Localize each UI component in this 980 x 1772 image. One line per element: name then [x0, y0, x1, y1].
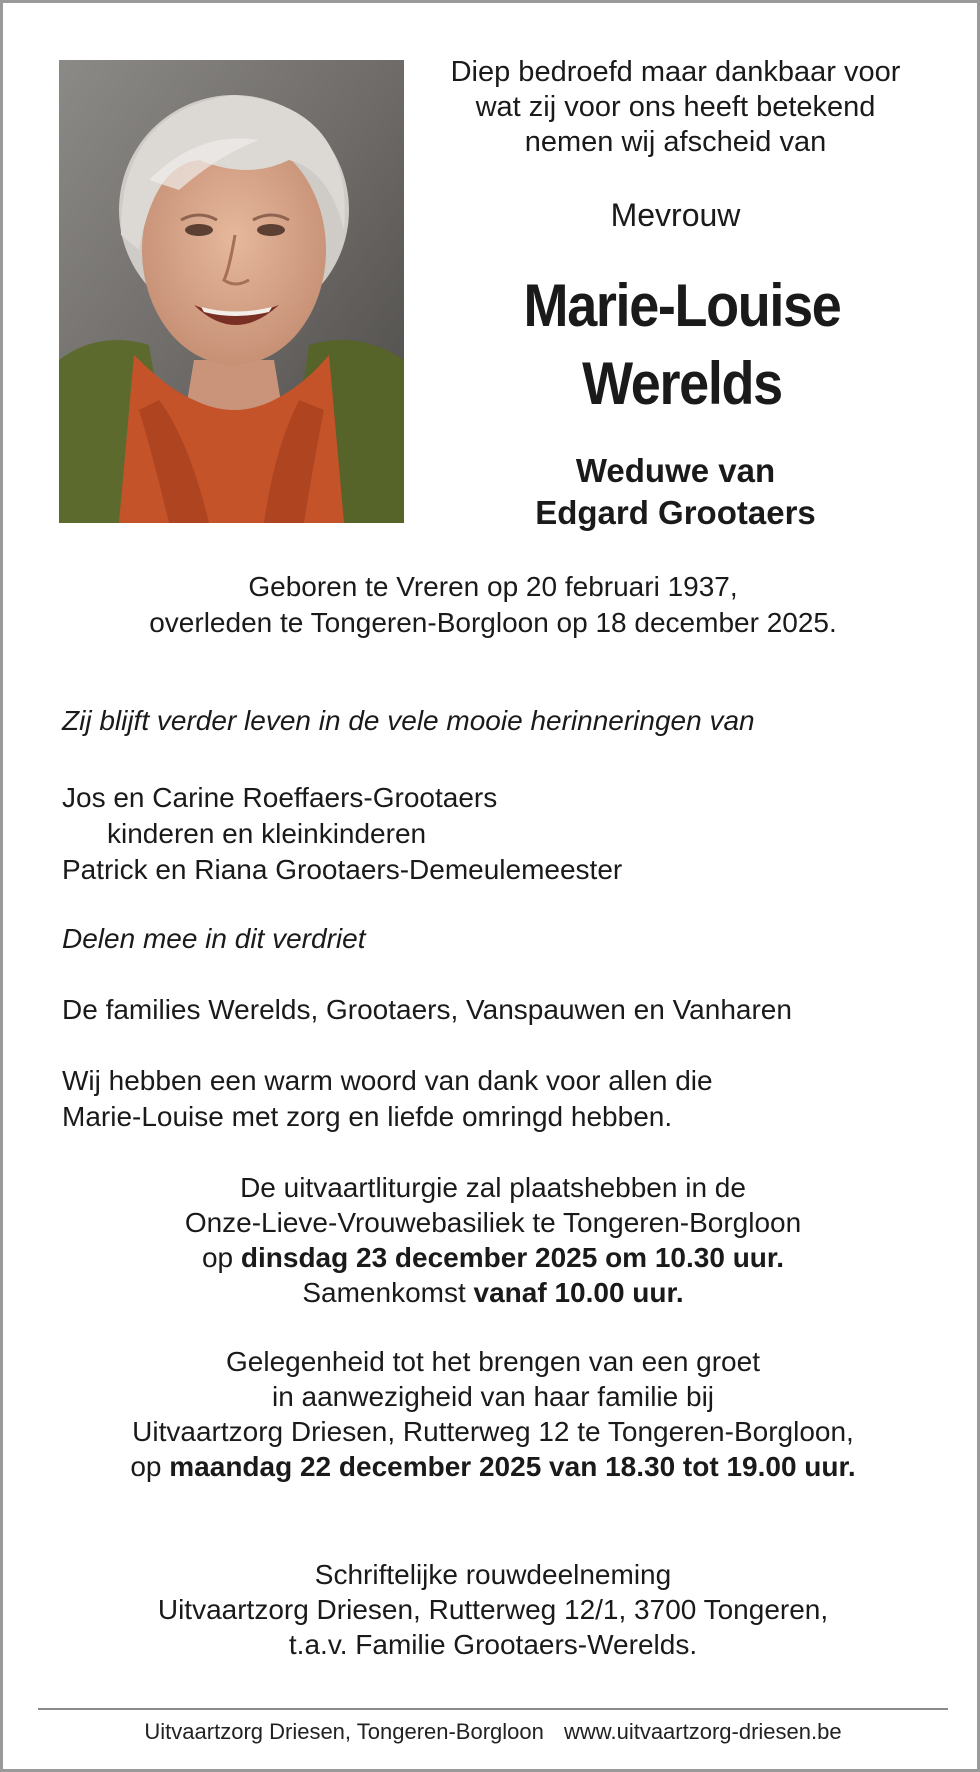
visitation-date: maandag 22 december 2025 van 18.30 tot 19.00 uur.: [169, 1451, 856, 1482]
liturgy-line: Onze-Lieve-Vrouwebasiliek te Tongeren-Borgloon: [184, 1207, 802, 1238]
thanks-text: [62, 1063, 962, 1135]
visitation-line: Uitvaartzorg Driesen, Rutterweg 12 te Tongeren-Borgloon,: [132, 1416, 854, 1447]
sharing-heading: Delen mee in dit verdriet: [62, 923, 366, 954]
condolence-line: Schriftelijke rouwdeelneming: [314, 1559, 672, 1590]
family-member: Jos en Carine Roeffaers-Grootaers: [62, 782, 498, 813]
visitation-line: Gelegenheid tot het brengen van een groet: [226, 1346, 760, 1377]
deceased-name: [448, 267, 916, 423]
honorific: Mevrouw: [610, 197, 741, 233]
liturgy-info: [3, 1170, 980, 1310]
last-name: Werelds: [582, 350, 782, 417]
condolence-line: Uitvaartzorg Driesen, Rutterweg 12/1, 3700 Tongeren,: [157, 1594, 829, 1625]
intro-text: [423, 55, 928, 160]
thanks-line: Wij hebben een warm woord van dank voor allen die: [62, 1065, 713, 1096]
condolence-info: [3, 1557, 980, 1662]
thanks-line: Marie-Louise met zorg en liefde omringd hebben.: [62, 1101, 673, 1132]
portrait-photo: [59, 60, 404, 523]
first-name: Marie-Louise: [523, 272, 841, 339]
footer-website[interactable]: www.uitvaartzorg-driesen.be: [564, 1719, 842, 1744]
footer-divider: [38, 1708, 948, 1710]
family-list: [62, 780, 962, 888]
death-line: overleden te Tongeren-Borgloon op 18 december 2025.: [149, 607, 837, 638]
condolence-line: t.a.v. Familie Grootaers-Werelds.: [288, 1629, 698, 1660]
visitation-date-line: [3, 1449, 980, 1484]
families-line: De families Werelds, Grootaers, Vanspauwen en Vanharen: [62, 994, 792, 1025]
visitation-date-prefix: op: [130, 1451, 170, 1482]
intro-line: Diep bedroefd maar dankbaar voor: [450, 56, 901, 88]
visitation-info: [3, 1344, 980, 1484]
birth-line: Geboren te Vreren op 20 februari 1937,: [248, 571, 738, 602]
visitation-line: in aanwezigheid van haar familie bij: [271, 1381, 715, 1412]
liturgy-date-line: [3, 1240, 980, 1275]
memories-heading: Zij blijft verder leven in de vele mooie herinneringen van: [62, 705, 755, 736]
family-member: kinderen en kleinkinderen: [107, 818, 427, 849]
footer: [3, 1719, 980, 1745]
gathering-prefix: Samenkomst: [302, 1277, 474, 1308]
liturgy-date-prefix: op: [201, 1242, 241, 1273]
liturgy-date: dinsdag 23 december 2025 om 10.30 uur.: [240, 1242, 785, 1273]
footer-company: Uitvaartzorg Driesen, Tongeren-Borgloon: [144, 1719, 544, 1744]
gathering-line: [3, 1275, 980, 1310]
widow-of: [423, 450, 928, 534]
intro-line: wat zij voor ons heeft betekend: [475, 91, 876, 123]
birth-death-info: [3, 569, 980, 641]
intro-line: nemen wij afscheid van: [524, 126, 827, 158]
family-member: Patrick en Riana Grootaers-Demeulemeester: [62, 854, 623, 885]
widow-label: Weduwe van: [575, 452, 776, 489]
gathering-time: vanaf 10.00 uur.: [473, 1277, 684, 1308]
liturgy-line: De uitvaartliturgie zal plaatshebben in de: [240, 1172, 746, 1203]
spouse-name: Edgard Grootaers: [535, 494, 816, 531]
